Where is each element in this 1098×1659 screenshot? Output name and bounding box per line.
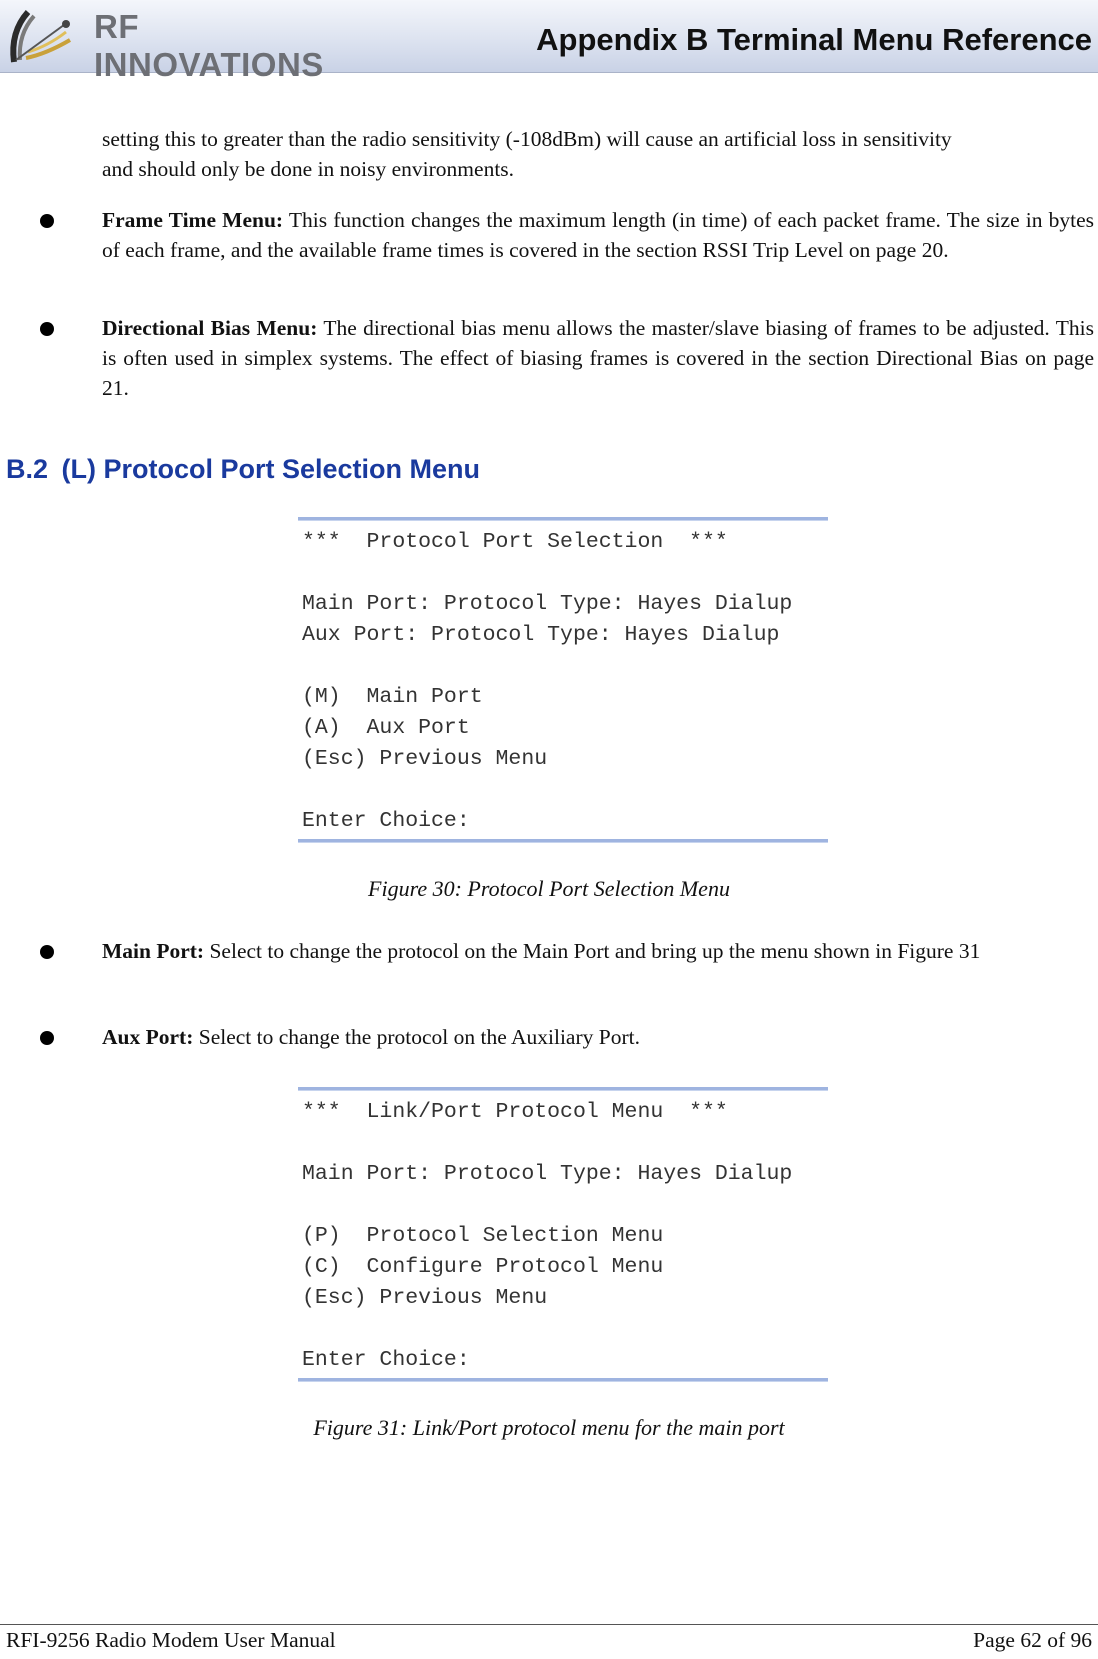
terminal-line bbox=[298, 1128, 828, 1159]
bullet-text: Select to change the protocol on the Main Port and bring up the menu shown in Figure 31 bbox=[204, 939, 981, 963]
terminal-line bbox=[298, 558, 828, 589]
footer-page-number: Page 62 of 96 bbox=[973, 1628, 1092, 1652]
bullet-frame-time bbox=[102, 205, 1094, 265]
terminal-figure-30 bbox=[298, 517, 828, 843]
footer-divider bbox=[0, 1624, 1098, 1625]
terminal-line: (Esc) Previous Menu bbox=[302, 1286, 548, 1310]
bullet-icon bbox=[40, 945, 54, 959]
terminal-line: (Esc) Previous Menu bbox=[302, 747, 548, 771]
figure-30-caption: Figure 30: Protocol Port Selection Menu bbox=[368, 876, 730, 901]
bullet-icon bbox=[40, 322, 54, 336]
intro-line-1: setting this to greater than the radio sensitivity (-108dBm) will cause an artificial loss in sensitivity bbox=[102, 127, 952, 151]
terminal-bottom-rule bbox=[298, 1378, 828, 1382]
terminal-line: *** Protocol Port Selection *** bbox=[302, 530, 728, 554]
terminal-line bbox=[298, 775, 828, 806]
bullet-aux-port bbox=[102, 1022, 1094, 1052]
company-logo bbox=[6, 2, 366, 83]
bullet-term: Directional Bias Menu: bbox=[102, 316, 318, 340]
bullet-term: Main Port: bbox=[102, 939, 205, 963]
satellite-dish-icon bbox=[6, 2, 86, 68]
terminal-figure-31 bbox=[298, 1087, 828, 1382]
terminal-line: (P) Protocol Selection Menu bbox=[302, 1224, 664, 1248]
terminal-line bbox=[298, 1190, 828, 1221]
bullet-icon bbox=[40, 214, 54, 228]
terminal-line: Enter Choice: bbox=[302, 809, 470, 833]
terminal-line: Main Port: Protocol Type: Hayes Dialup bbox=[302, 1162, 793, 1186]
bullet-main-port bbox=[102, 936, 1094, 966]
page-title: Appendix B Terminal Menu Reference bbox=[536, 22, 1092, 57]
terminal-line bbox=[298, 1314, 828, 1345]
bullet-term: Aux Port: bbox=[102, 1025, 194, 1049]
terminal-bottom-rule bbox=[298, 839, 828, 843]
section-number: B.2 bbox=[6, 454, 49, 484]
bullet-text: This function changes the maximum length (in time) of each packet frame. The size in bytes of each frame, and the available frame times is covered in the section RSSI Trip Level on page 20. bbox=[102, 208, 1095, 262]
bullet-text: Select to change the protocol on the Auxiliary Port. bbox=[193, 1025, 640, 1049]
terminal-line bbox=[298, 651, 828, 682]
terminal-line: Aux Port: Protocol Type: Hayes Dialup bbox=[302, 623, 780, 647]
terminal-top-rule bbox=[298, 1087, 828, 1091]
terminal-line: (M) Main Port bbox=[302, 685, 483, 709]
bullet-directional-bias bbox=[102, 313, 1094, 403]
bullet-text: The directional bias menu allows the master/slave biasing of frames to be adjusted. This is often used in simplex systems. The effect of biasing frames is covered in the section Directional Bias on page 21. bbox=[102, 316, 1094, 400]
terminal-line: Main Port: Protocol Type: Hayes Dialup bbox=[302, 592, 793, 616]
bullet-icon bbox=[40, 1031, 54, 1045]
footer-manual-title: RFI-9256 Radio Modem User Manual bbox=[6, 1628, 336, 1652]
terminal-line: (A) Aux Port bbox=[302, 716, 470, 740]
page-header bbox=[0, 0, 1098, 83]
figure-31-caption: Figure 31: Link/Port protocol menu for the main port bbox=[313, 1415, 785, 1440]
terminal-line: Enter Choice: bbox=[302, 1348, 470, 1372]
bullet-term: Frame Time Menu: bbox=[102, 208, 284, 232]
terminal-line: (C) Configure Protocol Menu bbox=[302, 1255, 664, 1279]
section-title: (L) Protocol Port Selection Menu bbox=[61, 454, 481, 484]
intro-line-2: and should only be done in noisy environments. bbox=[102, 157, 515, 181]
logo-text: RF INNOVATIONS bbox=[94, 8, 324, 83]
section-heading bbox=[6, 454, 480, 485]
intro-paragraph bbox=[102, 124, 1094, 184]
terminal-line: *** Link/Port Protocol Menu *** bbox=[302, 1100, 728, 1124]
terminal-top-rule bbox=[298, 517, 828, 521]
